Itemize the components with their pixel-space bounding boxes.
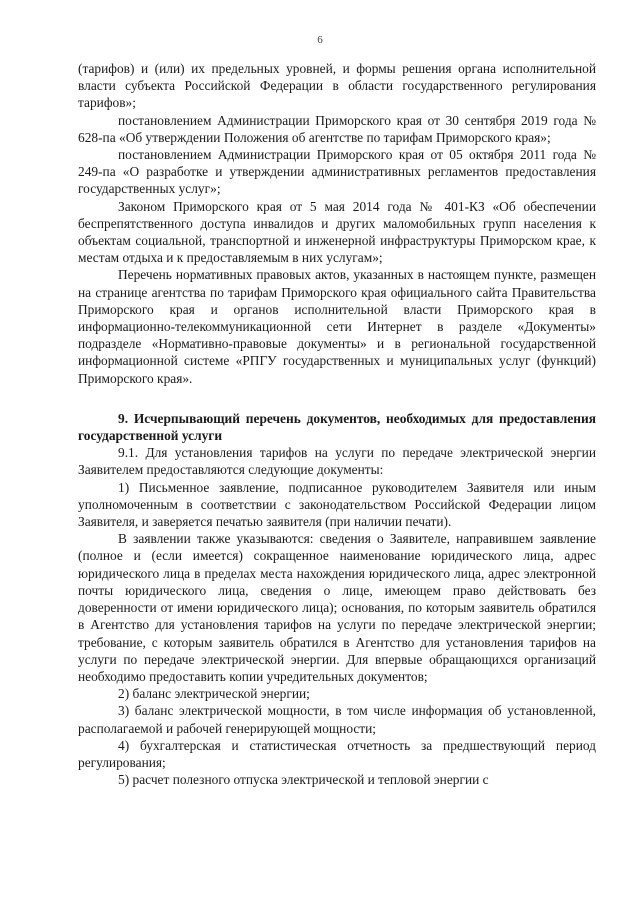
paragraph: В заявлении также указываются: сведения о Заявителе, направившем заявление (полное и (если имеется) сокращенное наименование юридического лица, адрес юридического лица в пределах места нахождения юридического лица, адрес электронной почты юридического лица, сведения о лице, имеющем право действовать без доверенности от имени юридического лица); основания, по которым заявитель обратился в Агентство для установления тарифов на услуги по передаче электрической энергии; требование, с которым заявитель обратился в Агентство для установления тарифов на услуги по передаче электрической энергии. Для впервые обращающихся организаций необходимо предоставить копии учредительных документов;	[78, 531, 596, 684]
paragraph: 4) бухгалтерская и статистическая отчетность за предшествующий период регулирования;	[78, 737, 596, 770]
paragraph: постановлением Администрации Приморского края от 30 сентября 2019 года № 628-па «Об утверждении Положения об агентстве по тарифам Приморского края»;	[78, 112, 596, 145]
paragraph: Перечень нормативных правовых актов, указанных в настоящем пункте, размещен на странице агентства по тарифам Приморского края официального сайта Правительства Приморского края и органов исполнительной власти Приморского края в информационно-телекоммуникационной сети Интернет в разделе «Документы» подразделе «Нормативно-правовые документы» и в региональной государственной информационной системе «РПГУ государственных и муниципальных услуг (функций) Приморского края».	[78, 267, 596, 386]
document-body	[78, 60, 596, 788]
paragraph: 3) баланс электрической мощности, в том числе информация об установленной, располагаемой и рабочей генерирующей мощности;	[78, 703, 596, 736]
paragraph: 1) Письменное заявление, подписанное руководителем Заявителя или иным уполномоченным в соответствии с законодательством Российской Федерации лицом Заявителя, и заверяется печатью заявителя (при наличии печати).	[78, 479, 596, 530]
paragraph: (тарифов) и (или) их предельных уровней, и формы решения органа исполнительной власти субъекта Российской Федерации в области государственного регулирования тарифов»;	[78, 61, 596, 111]
paragraph: Законом Приморского края от 5 мая 2014 года № 401-КЗ «Об обеспечении беспрепятственного доступа инвалидов и других маломобильных групп населения к объектам социальной, транспортной и инженерной инфраструктуры Приморском крае, к местам отдыха и к предоставляемым в них услугам»;	[78, 198, 596, 266]
paragraph: постановлением Администрации Приморского края от 05 октября 2011 года № 249-па «О разработке и утверждении административных регламентов предоставления государственных услуг»;	[78, 147, 596, 197]
paragraph: 5) расчет полезного отпуска электрической и тепловой энергии с	[118, 772, 489, 788]
paragraph: 2) баланс электрической энергии;	[118, 686, 310, 702]
section-heading: 9. Исчерпывающий перечень документов, необходимых для предоставления государственной услуги	[78, 410, 596, 444]
paragraph: 9.1. Для установления тарифов на услуги по передаче электрической энергии Заявителем предоставляются следующие документы:	[78, 445, 596, 478]
page-number: 6	[317, 34, 323, 46]
